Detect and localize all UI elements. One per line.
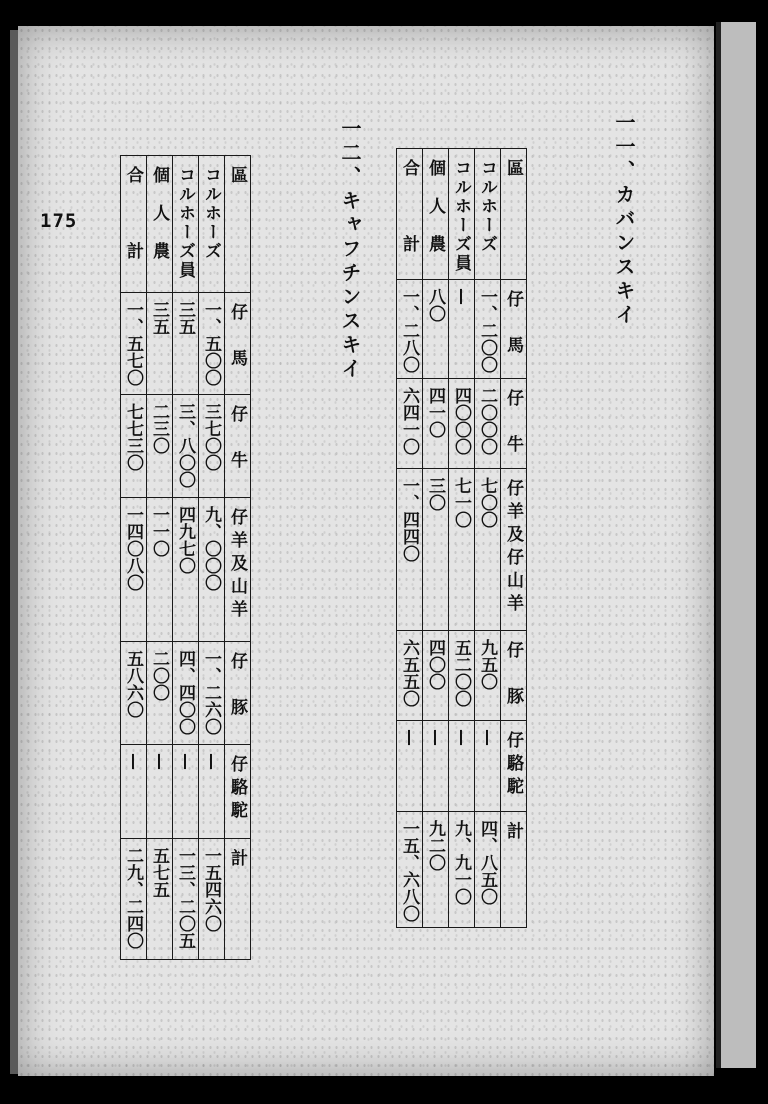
table-row <box>423 149 449 928</box>
header-total: 計 <box>225 838 251 959</box>
header-lamb-kid: 仔羊及仔山羊 <box>501 468 527 631</box>
table-row <box>199 156 225 960</box>
table-row <box>449 149 475 928</box>
cell-camel-calf: — <box>423 721 449 811</box>
section-heading-11: 一一、カバンスキイ <box>612 112 636 328</box>
cell-camel-calf: — <box>147 744 173 838</box>
row-label: コルホーズ <box>475 149 501 280</box>
cell-calf: 七七三〇 <box>121 395 147 498</box>
cell-lamb-kid: 一、四四〇 <box>397 468 423 631</box>
header-piglet: 仔 豚 <box>501 631 527 721</box>
cell-total: 一五四六〇 <box>199 838 225 959</box>
cell-total: 二九、二四〇 <box>121 838 147 959</box>
cell-total: 九、九一〇 <box>449 811 475 927</box>
header-foal: 仔 馬 <box>225 292 251 395</box>
header-foal: 仔 馬 <box>501 280 527 379</box>
row-label: 個 人 農 <box>147 156 173 293</box>
cell-camel-calf: — <box>121 744 147 838</box>
table-kabanskiy <box>396 148 527 928</box>
cell-foal: — <box>449 280 475 379</box>
next-page-edge <box>716 22 756 1068</box>
header-lamb-kid: 仔羊及山羊 <box>225 497 251 641</box>
cell-total: 一三、二〇五 <box>173 838 199 959</box>
row-label: コルホーズ員 <box>173 156 199 293</box>
cell-camel-calf: — <box>173 744 199 838</box>
page-number: 175 <box>40 210 78 232</box>
cell-foal: 一、二八〇 <box>397 280 423 379</box>
header-camel-calf: 仔駱駝 <box>225 744 251 838</box>
cell-foal: 一、二〇〇 <box>475 280 501 379</box>
cell-calf: 三、八〇〇 <box>173 395 199 498</box>
cell-foal: 三五 <box>147 292 173 395</box>
header-district: 區 <box>225 156 251 293</box>
cell-foal: 八〇 <box>423 280 449 379</box>
table-row-total <box>397 149 423 928</box>
header-camel-calf: 仔駱駝 <box>501 721 527 811</box>
table-header-row <box>225 156 251 960</box>
cell-foal: 一、五〇〇 <box>199 292 225 395</box>
cell-piglet: 六五五〇 <box>397 631 423 721</box>
table-row <box>475 149 501 928</box>
cell-piglet: 一、二六〇 <box>199 642 225 745</box>
cell-piglet: 五八六〇 <box>121 642 147 745</box>
cell-calf: 四〇〇〇 <box>449 378 475 468</box>
cell-calf: 二〇〇〇 <box>475 378 501 468</box>
cell-calf: 二三〇 <box>147 395 173 498</box>
cell-camel-calf: — <box>397 721 423 811</box>
cell-lamb-kid: 三〇 <box>423 468 449 631</box>
cell-piglet: 二〇〇 <box>147 642 173 745</box>
cell-camel-calf: — <box>449 721 475 811</box>
cell-calf: 三七〇〇 <box>199 395 225 498</box>
cell-foal: 三五 <box>173 292 199 395</box>
cell-camel-calf: — <box>475 721 501 811</box>
table-row-total <box>121 156 147 960</box>
cell-total: 五七五 <box>147 838 173 959</box>
header-total: 計 <box>501 811 527 927</box>
cell-total: 四、八五〇 <box>475 811 501 927</box>
cell-calf: 四一〇 <box>423 378 449 468</box>
table-row <box>147 156 173 960</box>
cell-calf: 六四一〇 <box>397 378 423 468</box>
table-header-row <box>501 149 527 928</box>
cell-lamb-kid: 七〇〇 <box>475 468 501 631</box>
table-row <box>173 156 199 960</box>
header-piglet: 仔 豚 <box>225 642 251 745</box>
row-label: 合 計 <box>121 156 147 293</box>
header-district: 區 <box>501 149 527 280</box>
header-calf: 仔 牛 <box>501 378 527 468</box>
cell-piglet: 四、四〇〇 <box>173 642 199 745</box>
cell-foal: 一、五七〇 <box>121 292 147 395</box>
header-calf: 仔 牛 <box>225 395 251 498</box>
cell-lamb-kid: 四九七〇 <box>173 497 199 641</box>
cell-lamb-kid: 九、〇〇〇 <box>199 497 225 641</box>
row-label: 合 計 <box>397 149 423 280</box>
table-kyakhtinskiy <box>120 155 251 960</box>
cell-lamb-kid: 七一〇 <box>449 468 475 631</box>
row-label: コルホーズ員 <box>449 149 475 280</box>
cell-lamb-kid: 一一〇 <box>147 497 173 641</box>
section-heading-12: 一二、キャフチンスキイ <box>338 118 362 382</box>
cell-piglet: 九五〇 <box>475 631 501 721</box>
cell-piglet: 五二〇〇 <box>449 631 475 721</box>
row-label: コルホーズ <box>199 156 225 293</box>
cell-camel-calf: — <box>199 744 225 838</box>
row-label: 個 人 農 <box>423 149 449 280</box>
cell-piglet: 四〇〇 <box>423 631 449 721</box>
cell-lamb-kid: 一四〇八〇 <box>121 497 147 641</box>
cell-total: 九二〇 <box>423 811 449 927</box>
cell-total: 一五、六八〇 <box>397 811 423 927</box>
